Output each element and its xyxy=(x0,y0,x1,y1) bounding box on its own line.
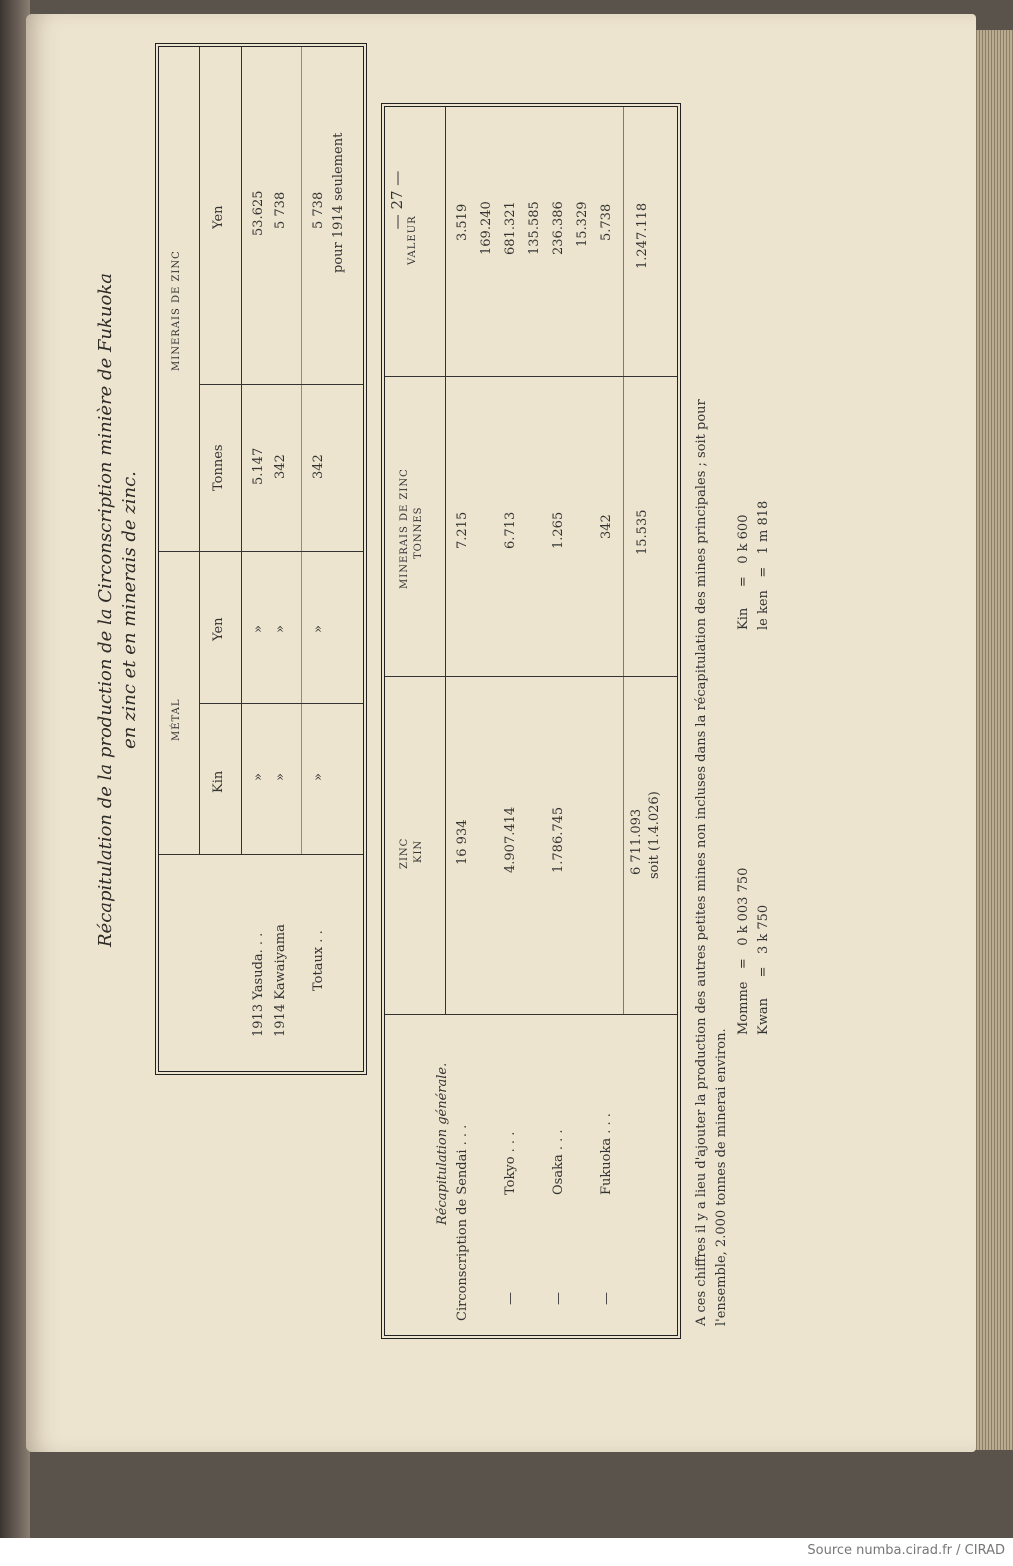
totals-yen: » xyxy=(311,625,326,633)
conv-eq: = xyxy=(756,966,771,978)
fukuoka-table xyxy=(158,46,364,1072)
conv-kin xyxy=(736,515,751,630)
row-yasuda-tonnes: 5.147 xyxy=(251,447,266,485)
conv-unit: Kin xyxy=(736,607,751,630)
conv-value: 0 k 003 750 xyxy=(736,867,751,946)
col-minerais-1: MINERAIS DE ZINC xyxy=(399,468,410,589)
row-yasuda-label: 1913 Yasuda. . . xyxy=(251,932,266,1037)
totals-kin: » xyxy=(311,773,326,781)
row-yasuda-yen: » xyxy=(251,625,266,633)
conv-unit: Kwan xyxy=(756,998,771,1035)
rule xyxy=(199,47,200,855)
table-title xyxy=(94,160,142,1060)
rule xyxy=(385,676,677,677)
row-tokyo-minerais: 6.713 xyxy=(503,511,518,549)
col-minerais-2: TONNES xyxy=(413,506,424,559)
rule xyxy=(623,107,624,1015)
row-tokyo-label: Tokyo . . . xyxy=(503,1131,518,1195)
conv-value: 1 m 818 xyxy=(756,500,771,555)
rule xyxy=(159,854,363,855)
row-kawaiyama-kin: » xyxy=(273,773,288,781)
row-osaka-label: Osaka . . . xyxy=(551,1129,566,1195)
rule xyxy=(199,703,363,704)
row-kawaiyama-tonnes: 342 xyxy=(273,454,288,479)
row-fukuoka-valeur: 5.738 xyxy=(599,203,614,241)
row-yasuda-kin: » xyxy=(251,773,266,781)
conv-momme xyxy=(736,868,751,1035)
row-tokyo-dash: — xyxy=(503,1292,518,1305)
row-osaka-valeur: 236.386 xyxy=(551,201,566,255)
row-kawaiyama-label: 1914 Kawaiyama xyxy=(273,924,288,1037)
row-tokyo-zinc: 4.907.414 xyxy=(503,806,518,873)
source-credit[interactable]: Source numba.cirad.fr / CIRAD xyxy=(807,1543,1005,1558)
col-zinc-2: KIN xyxy=(413,839,424,863)
group-minerais: MINERAIS DE ZINC xyxy=(171,250,182,371)
rotated-content xyxy=(0,20,930,1440)
conv-eq: = xyxy=(736,576,751,588)
page-number: — 27 — xyxy=(388,170,406,230)
row-sendai-valeur: 3.519 xyxy=(455,203,470,241)
row-4-valeur: 135.585 xyxy=(527,201,542,255)
recap-table xyxy=(384,106,678,1336)
rule xyxy=(159,551,363,552)
total-zinc-soit: soit (1.4.026) xyxy=(647,791,662,879)
row-sendai-minerais: 7.215 xyxy=(455,511,470,549)
col-yen-metal: Yen xyxy=(211,617,226,641)
rule xyxy=(445,107,446,1015)
totals-yen2: 5 738 xyxy=(311,191,326,229)
col-tonnes: Tonnes xyxy=(211,444,226,491)
conv-eq: = xyxy=(736,958,751,970)
row-fukuoka-label: Fukuoka . . . xyxy=(599,1113,614,1195)
conv-kwan xyxy=(756,905,771,1035)
title-line-1: Récapitulation de la production de la Circonscription minière de Fukuoka xyxy=(95,273,116,948)
row-fukuoka-dash: — xyxy=(599,1292,614,1305)
row-kawaiyama-yen2: 5 738 xyxy=(273,191,288,229)
total-zinc: 6 711.093 xyxy=(629,808,644,875)
col-zinc-1: ZINC xyxy=(399,837,410,869)
col-kin: Kin xyxy=(211,770,226,793)
rule xyxy=(385,1014,677,1015)
footnote-line-2: l'ensemble, 2.000 tonnes de minerai environ. xyxy=(714,1028,729,1326)
totals-tonnes: 342 xyxy=(311,454,326,479)
conv-value: 3 k 750 xyxy=(756,904,771,955)
rule xyxy=(301,47,302,855)
conv-ken xyxy=(756,501,771,630)
total-valeur: 1.247.118 xyxy=(635,202,650,269)
row-kawaiyama-yen: » xyxy=(273,625,288,633)
conv-value: 0 k 600 xyxy=(736,514,751,564)
row-sendai-label: Circonscription de Sendai . . . xyxy=(455,1124,470,1321)
row-2-valeur: 169.240 xyxy=(479,201,494,255)
row-fukuoka-minerais: 342 xyxy=(599,514,614,539)
row-osaka-minerais: 1.265 xyxy=(551,511,566,549)
row-sendai-zinc: 16 934 xyxy=(455,819,470,865)
col-valeur: VALEUR xyxy=(407,215,418,265)
rule xyxy=(385,376,677,377)
row-osaka-dash: — xyxy=(551,1292,566,1305)
row-6-valeur: 15.329 xyxy=(575,201,590,247)
footnote xyxy=(692,86,732,1326)
row-yasuda-yen2: 53.625 xyxy=(251,190,266,236)
row-tokyo-valeur: 681.321 xyxy=(503,201,518,255)
title-line-2: en zinc et en minerais de zinc. xyxy=(119,471,140,749)
conv-unit: Momme xyxy=(736,981,751,1035)
totals-label: Totaux . . xyxy=(311,930,326,991)
conv-eq: = xyxy=(756,566,771,578)
rule xyxy=(241,47,242,855)
total-minerais: 15.535 xyxy=(635,509,650,555)
group-metal: MÉTAL xyxy=(171,698,182,741)
conv-unit: le ken xyxy=(756,590,771,630)
row-osaka-zinc: 1.786.745 xyxy=(551,806,566,873)
footnote-line-1: A ces chiffres il y a lieu d'ajouter la production des autres petites mines non incluses dans la récapitulation des mines principales ; soit pour xyxy=(694,399,709,1326)
recap-heading: Récapitulation générale. xyxy=(435,1062,450,1225)
rule xyxy=(199,384,363,385)
totals-note: pour 1914 seulement xyxy=(331,132,346,273)
col-yen-minerais: Yen xyxy=(211,205,226,229)
